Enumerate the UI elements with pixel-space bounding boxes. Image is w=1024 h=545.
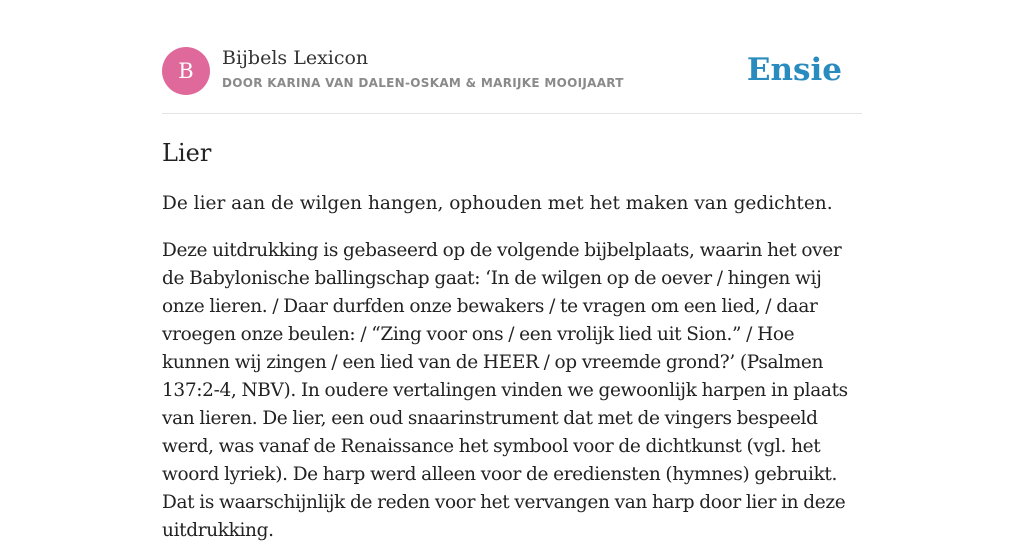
- blog-avatar[interactable]: B: [162, 47, 210, 95]
- blog-title[interactable]: Bijbels Lexicon: [222, 47, 369, 69]
- ensie-logo-link[interactable]: Ensie: [746, 52, 842, 88]
- article-lead: De lier aan de wilgen hangen, ophouden met het maken van gedichten.: [162, 193, 833, 214]
- article-body: Deze uitdrukking is gebaseerd op de volgende bijbelplaats, waarin het over de Babylonische ballingschap gaat: ‘In de wilgen op de oever / hingen wij onze lieren. / Daar durfden onze bewakers / te vragen om een lied, / daar vroegen onze beulen: / “Zing voor ons / een vrolijk lied uit Sion.” / Hoe kunnen wij zingen / een lied van de HEER / op vreemde grond?’ (Psalmen 137:2-4, NBV). In oudere vertalingen vinden we gewoonlijk harpen in plaats van lieren. De lier, een oud snaarinstrument dat met de vingers bespeeld werd, was vanaf de Renaissance het symbool voor de dichtkunst (vgl. het woord lyriek). De harp werd alleen voor de erediensten (hymnes) gebruikt. Dat is waarschijnlijk de reden voor het vervangen van harp door lier in deze uitdrukking.: [162, 240, 848, 541]
- blog-authors: DOOR KARINA VAN DALEN-OSKAM & MARIJKE MOOIJAART: [222, 76, 624, 90]
- page-container: [162, 0, 862, 541]
- blog-header: [162, 0, 862, 114]
- article-title: Lier: [162, 139, 212, 167]
